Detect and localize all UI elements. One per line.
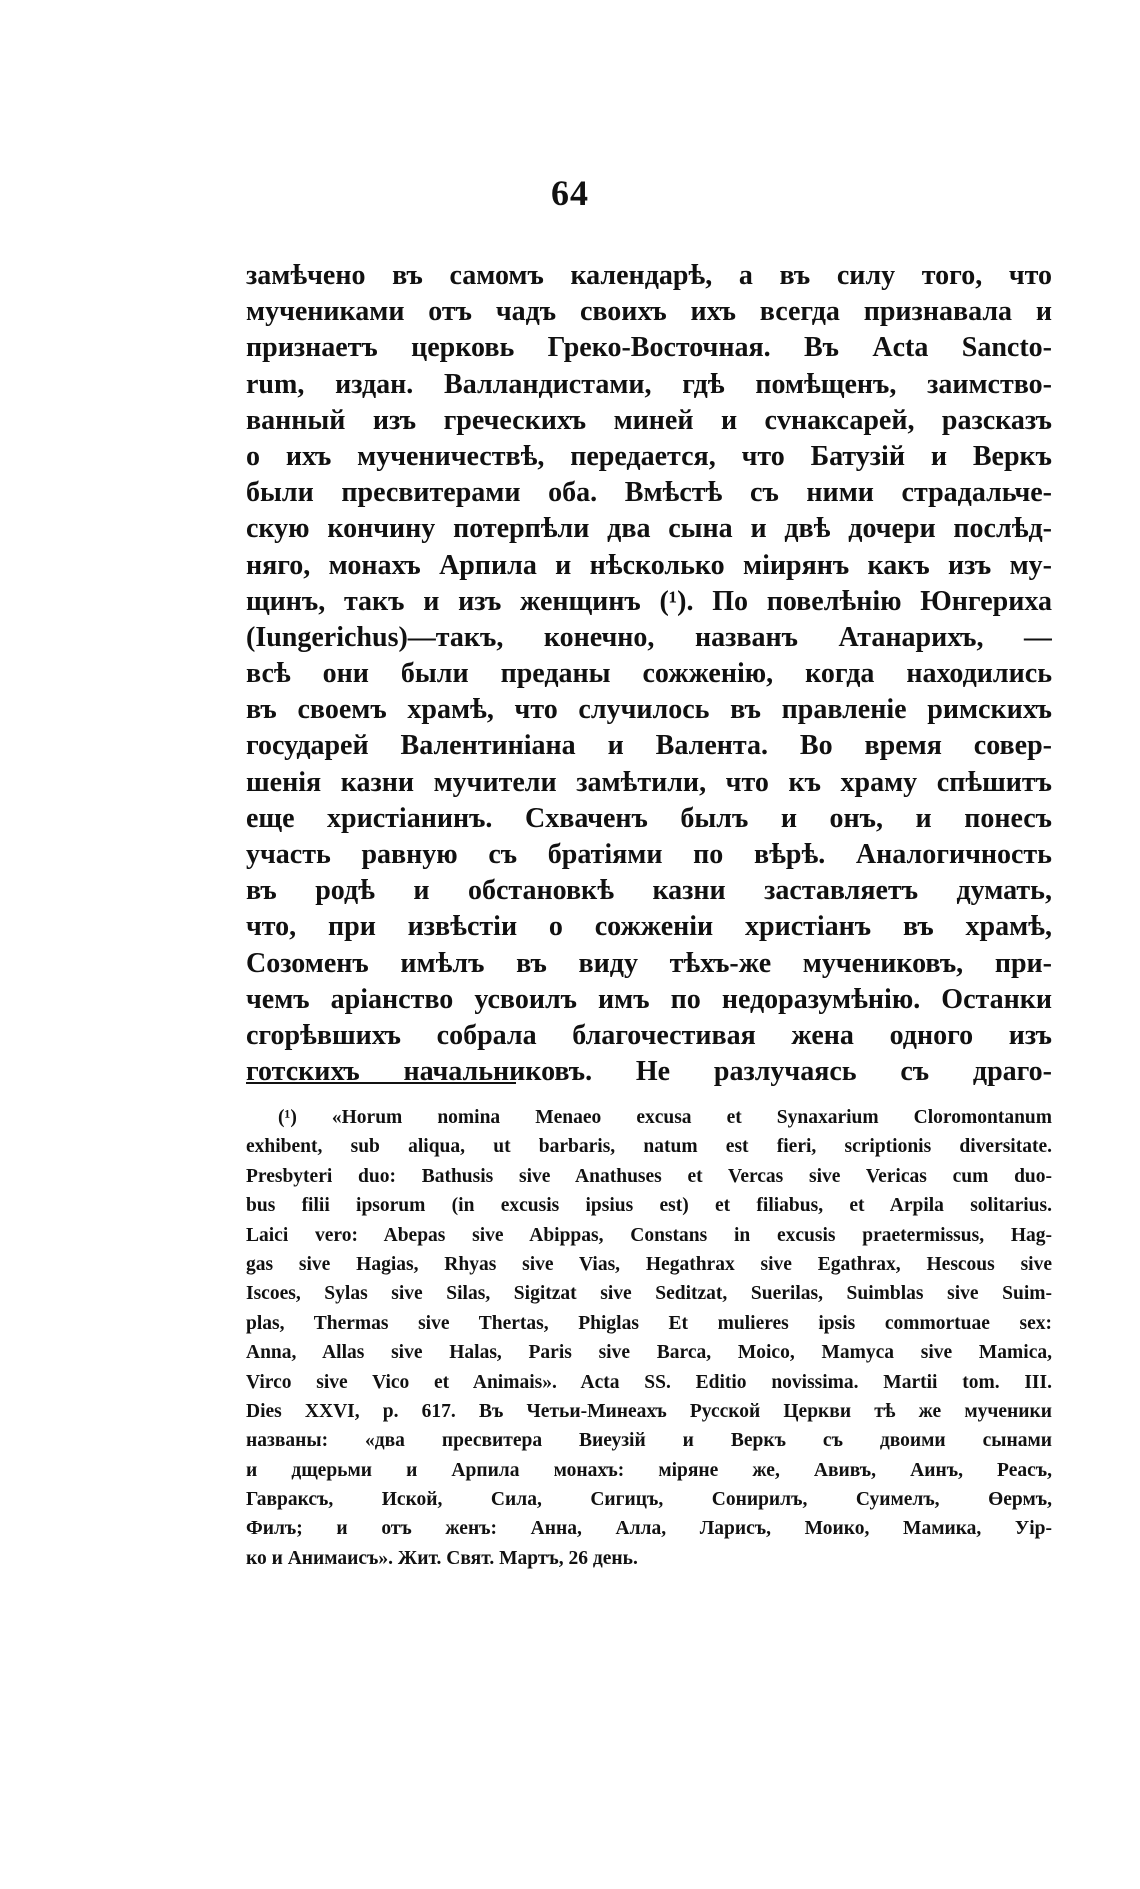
footnote-line: названы: «два пресвитера Виеузій и Веркъ съ двоими сынами	[246, 1430, 1052, 1452]
main-text-line: rum, издан. Валландистами, гдѣ помѣщенъ, заимство-	[246, 368, 1052, 400]
main-text-line: (Iungerichus)—такъ, конечно, названъ Атанарихъ, —	[246, 621, 1052, 653]
footnote-block	[246, 1103, 1052, 1573]
main-text-line: въ своемъ храмѣ, что случилось въ правленіе римскихъ	[246, 694, 1052, 726]
main-text-line: чемъ аріанство усвоилъ имъ по недоразумѣнію. Останки	[246, 983, 1052, 1015]
footnote-line: Гавраксъ, Иской, Сила, Сигицъ, Сонирилъ, Суимелъ, Өермъ,	[246, 1489, 1052, 1511]
footnote-line: exhibent, sub aliqua, ut barbaris, natum est fieri, scriptionis diversitate.	[246, 1136, 1052, 1158]
main-text-line: мучениками отъ чадъ своихъ ихъ всегда признавала и	[246, 296, 1052, 328]
footnote-divider	[246, 1082, 516, 1084]
main-text-line: были пресвитерами оба. Вмѣстѣ съ ними страдальче-	[246, 477, 1052, 509]
main-text-block	[246, 258, 1052, 1090]
main-text-line: Созоменъ имѣлъ въ виду тѣхъ-же мучениковъ, при-	[246, 947, 1052, 979]
footnote-line: Anna, Allas sive Halas, Paris sive Barca, Moico, Mamyca sive Mamica,	[246, 1342, 1052, 1364]
footnote-line: Laici vero: Abepas sive Abippas, Constans in excusis praetermissus, Hag-	[246, 1224, 1052, 1246]
main-text-line: готскихъ начальниковъ. Не разлучаясь съ драго-	[246, 1056, 1052, 1088]
footnote-line: Presbyteri duo: Bathusis sive Anathuses et Vercas sive Vericas cum duo-	[246, 1165, 1052, 1187]
footnote-line: ко и Анимаисъ». Жит. Свят. Мартъ, 26 день.	[246, 1547, 638, 1569]
main-text-line: няго, монахъ Арпила и нѣсколько міирянъ какъ изъ му-	[246, 549, 1052, 581]
main-text-line: въ родѣ и обстановкѣ казни заставляетъ думать,	[246, 875, 1052, 907]
footnote-line: plas, Thermas sive Thertas, Phiglas Et mulieres ipsis commortuae sex:	[246, 1312, 1052, 1334]
main-text-line: участь равную съ братіями по вѣрѣ. Аналогичность	[246, 839, 1052, 870]
main-text-line: скую кончину потерпѣли два сына и двѣ дочери послѣд-	[246, 513, 1052, 545]
main-text-line: ванный изъ греческихъ миней и сvнаксарей, разсказъ	[246, 404, 1052, 436]
footnote-line: Филъ; и отъ женъ: Анна, Алла, Ларисъ, Моико, Мамика, Уір-	[246, 1518, 1052, 1540]
main-text-line: сгорѣвшихъ собрала благочестивая жена одного изъ	[246, 1019, 1052, 1051]
main-text-line: еще христіанинъ. Схваченъ былъ и онъ, и понесъ	[246, 802, 1052, 834]
main-text-line: щинъ, такъ и изъ женщинъ (¹). По повелѣнію Юнгериха	[246, 585, 1052, 617]
footnote-line: и дщерьми и Арпила монахъ: міряне же, Авивъ, Аинъ, Реасъ,	[246, 1459, 1052, 1481]
page-number: 64	[551, 173, 589, 213]
main-text-line: шенія казни мучители замѣтили, что къ храму спѣшитъ	[246, 766, 1052, 798]
main-text-line: замѣчено въ самомъ календарѣ, а въ силу того, что	[246, 260, 1052, 291]
footnote-line: (¹) «Horum nomina Menaeo excusa et Synaxarium Cloromontanum	[278, 1107, 1052, 1128]
footnote-line: Virco sive Vico et Animais». Acta SS. Editio novissima. Martii tom. III.	[246, 1371, 1052, 1393]
footnote-line: Dies XXVI, p. 617. Въ Четьи-Минеахъ Русской Церкви тѣ же мученики	[246, 1400, 1052, 1422]
main-text-line: признаетъ церковь Греко-Восточная. Въ Acta Sancto-	[246, 332, 1052, 364]
main-text-line: государей Валентиніана и Валента. Во время совер-	[246, 730, 1052, 762]
footnote-line: gas sive Hagias, Rhyas sive Vias, Hegathrax sive Egathrax, Hescous sive	[246, 1253, 1052, 1275]
main-text-line: о ихъ мученичествѣ, передается, что Батузій и Веркъ	[246, 440, 1052, 472]
main-text-line: что, при извѣстіи о сожженіи христіанъ въ храмѣ,	[246, 911, 1052, 943]
main-text-line: всѣ они были преданы сожженію, когда находились	[246, 658, 1052, 690]
footnote-line: Iscoes, Sylas sive Silas, Sigitzat sive Seditzat, Suerilas, Suimblas sive Suim-	[246, 1283, 1052, 1305]
footnote-line: bus filii ipsorum (in excusis ipsius est) et filiabus, et Arpila solitarius.	[246, 1195, 1052, 1217]
